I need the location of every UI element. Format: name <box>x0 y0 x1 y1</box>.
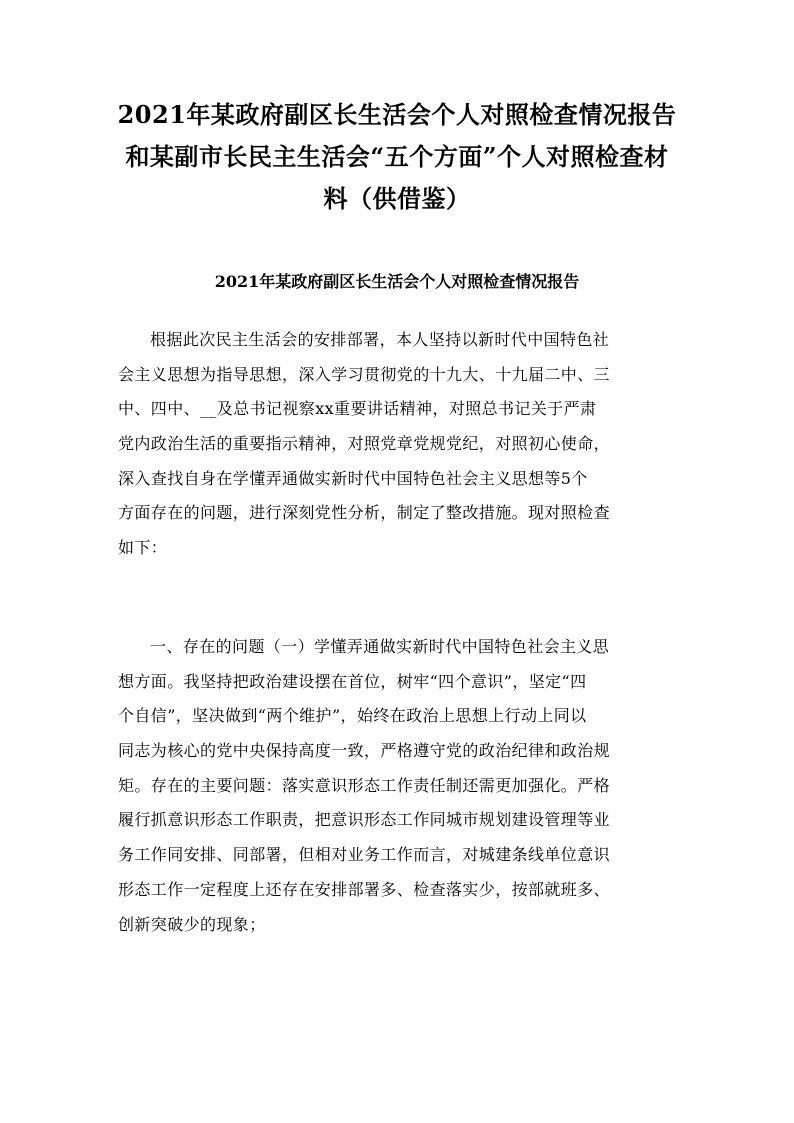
title-line: 2021年某政府副区长生活会个人对照检查情况报告 <box>117 100 677 129</box>
paragraph-line: 想方面。我坚持把政治建设摆在首位，树牢“四个意识”，坚定“四 <box>118 671 587 691</box>
paragraph-line: 同志为核心的党中央保持高度一致，严格遵守党的政治纪律和政治规 <box>118 741 611 761</box>
title-line: 料（供借鉴） <box>323 184 471 213</box>
paragraph-line: 履行抓意识形态工作职责，把意识形态工作同城市规划建设管理等业 <box>118 810 611 830</box>
paragraph-line: 如下： <box>118 538 168 558</box>
paragraph-line: 个自信”，坚决做到“两个维护”，始终在政治上思想上行动上同以 <box>118 706 587 726</box>
body-paragraph-intro <box>118 323 698 566</box>
paragraph-line: 形态工作一定程度上还存在安排部署多、检查落实少，按部就班多、 <box>118 879 611 899</box>
paragraph-line: 创新突破少的现象； <box>118 914 266 934</box>
paragraph-line: 矩。存在的主要问题：落实意识形态工作责任制还需更加强化。严格 <box>118 775 611 795</box>
body-paragraph-problems <box>118 630 698 942</box>
paragraph-line: 根据此次民主生活会的安排部署，本人坚持以新时代中国特色社 <box>150 330 610 349</box>
paragraph-line: 中、四中、__及总书记视察xx重要讲话精神，对照总书记关于严肃 <box>118 399 597 419</box>
document-title <box>100 94 694 220</box>
section-heading: 2021年某政府副区长生活会个人对照检查情况报告 <box>214 272 580 291</box>
title-line: 和某副市长民主生活会“五个方面”个人对照检查材 <box>125 142 669 171</box>
paragraph-line: 一、存在的问题（一）学懂弄通做实新时代中国特色社会主义思 <box>150 637 610 656</box>
paragraph-line: 党内政治生活的重要指示精神，对照党章党规党纪，对照初心使命， <box>118 434 611 454</box>
paragraph-line: 深入查找自身在学懂弄通做实新时代中国特色社会主义思想等5个 <box>118 468 588 488</box>
paragraph-line: 方面存在的问题，进行深刻党性分析，制定了整改措施。现对照检查 <box>118 503 611 523</box>
paragraph-line: 务工作同安排、同部署，但相对业务工作而言，对城建条线单位意识 <box>118 845 611 865</box>
paragraph-line: 会主义思想为指导思想，深入学习贯彻党的十九大、十九届二中、三 <box>118 364 611 384</box>
